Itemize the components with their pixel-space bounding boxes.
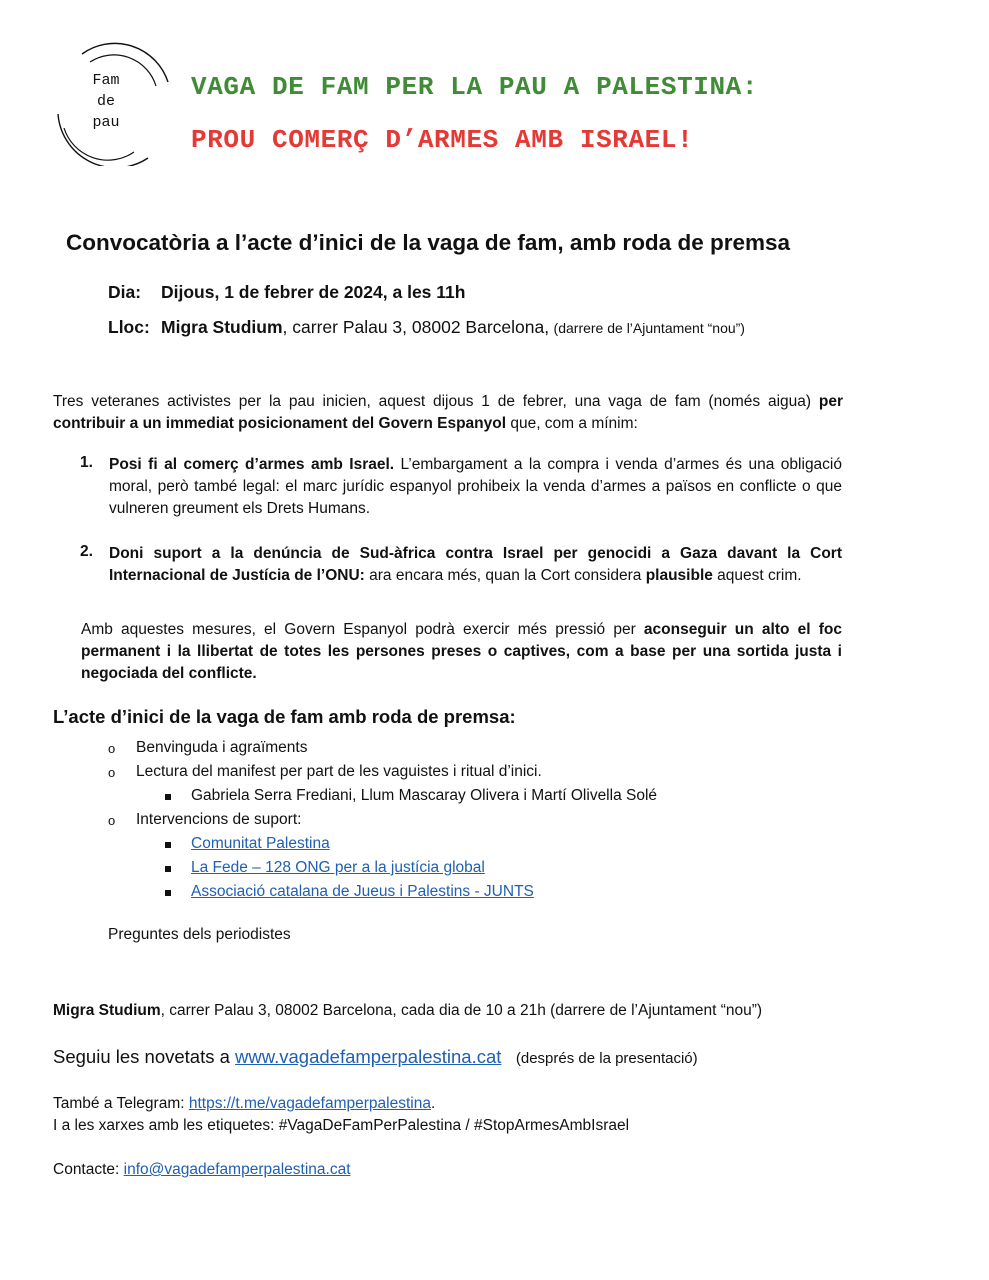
header-line-1: VAGA DE FAM PER LA PAU A PALESTINA: <box>191 72 759 102</box>
place-label: Lloc: <box>108 317 150 337</box>
demand-number: 1. <box>80 454 93 471</box>
intro-bold: per contribuir a un immediat posicionament del Govern Espanyol <box>53 393 843 432</box>
follow-line <box>53 1046 698 1068</box>
circle-bullet-icon: o <box>108 741 116 756</box>
contact-email-link[interactable]: info@vagadefamperpalestina.cat <box>123 1161 351 1178</box>
demand-text: ara encara més, quan la Cort considera <box>364 567 646 584</box>
page-title: Convocatòria a l’acte d’inici de la vaga de fam, amb roda de premsa <box>66 230 790 255</box>
program-item: Intervencions de suport: <box>136 811 302 828</box>
square-bullet-icon <box>165 866 171 872</box>
program-item: Benvinguda i agraïments <box>136 739 308 756</box>
logo <box>52 40 174 166</box>
measures-paragraph <box>81 619 842 685</box>
measures-text: Amb aquestes mesures, el Govern Espanyol podrà exercir més pressió per <box>81 621 644 638</box>
header-line-2: PROU COMERÇ D’ARMES AMB ISRAEL! <box>191 125 694 155</box>
logo-text-pau: pau <box>92 114 120 131</box>
contact-line <box>53 1161 351 1179</box>
venue-name: Migra Studium <box>53 1002 161 1019</box>
speakers-item: Gabriela Serra Frediani, Llum Mascaray Olivera i Martí Olivella Solé <box>191 787 658 804</box>
measures-bold: aconseguir un alto el foc permanent i la llibertat de totes les persones preses o captives, com a base per una sortida justa i negociada del conflicte. <box>81 621 842 682</box>
place-name: Migra Studium <box>161 317 283 337</box>
intro-text-1: Tres veteranes activistes per la pau inicien, aquest dijous 1 de febrer, una vaga de fam (només aigua) <box>53 393 819 410</box>
questions-item: Preguntes dels periodistes <box>108 926 291 943</box>
intro-text-2: que, com a mínim: <box>506 415 638 432</box>
detail-day <box>108 282 466 303</box>
program-item: Lectura del manifest per part de les vaguistes i ritual d’inici. <box>136 763 542 780</box>
contact-text: Contacte: <box>53 1161 124 1178</box>
venue-line <box>53 1002 762 1020</box>
logo-text-fam: Fam <box>92 72 120 89</box>
day-label: Dia: <box>108 282 142 302</box>
demand-text: L’embargament a la compra i venda d’armes és una obligació moral, però també legal: el marc jurídic espanyol prohibeix la venda d’armes a països en conflicte o que vulneren greument els Drets Humans. <box>109 456 842 517</box>
demand-text-2: aquest crim. <box>712 567 802 584</box>
link-junts[interactable]: Associació catalana de Jueus i Palestins - JUNTS <box>191 883 534 900</box>
link-comunitat-palestina[interactable]: Comunitat Palestina <box>191 835 330 852</box>
follow-note: (després de la presentació) <box>515 1050 698 1067</box>
intro-paragraph <box>53 391 843 435</box>
circle-bullet-icon: o <box>108 765 116 780</box>
demand-number: 2. <box>80 543 93 560</box>
place-address: , carrer Palau 3, 08002 Barcelona, <box>282 317 550 337</box>
demand-item-2 <box>80 543 842 587</box>
telegram-text: També a Telegram: <box>53 1095 189 1112</box>
telegram-link[interactable]: https://t.me/vagadefamperpalestina <box>188 1095 431 1112</box>
follow-text: Seguiu les novetats a <box>53 1046 236 1067</box>
program-heading: L’acte d’inici de la vaga de fam amb roda de premsa: <box>53 706 516 727</box>
demand-bold: Posi fi al comerç d’armes amb Israel. <box>109 456 395 473</box>
logo-text-de: de <box>96 93 115 110</box>
telegram-line <box>53 1095 435 1113</box>
website-link[interactable]: www.vagadefamperpalestina.cat <box>235 1046 502 1067</box>
square-bullet-icon <box>165 890 171 896</box>
detail-place <box>108 317 745 338</box>
day-value: Dijous, 1 de febrer de 2024, a les 11h <box>161 282 466 302</box>
demand-bold: Doni suport a la denúncia de Sud-àfrica contra Israel per genocidi a Gaza davant la Cort Internacional de Justícia de l’ONU: <box>109 545 842 584</box>
circle-bullet-icon: o <box>108 813 116 828</box>
link-la-fede[interactable]: La Fede – 128 ONG per a la justícia global <box>191 859 485 876</box>
hashtags-line: I a les xarxes amb les etiquetes: #VagaDeFamPerPalestina / #StopArmesAmbIsrael <box>53 1117 630 1134</box>
demand-bold-2: plausible <box>645 567 713 584</box>
venue-text: , carrer Palau 3, 08002 Barcelona, cada dia de 10 a 21h (darrere de l’Ajuntament “nou”) <box>160 1002 763 1019</box>
square-bullet-icon <box>165 794 171 800</box>
place-note: (darrere de l’Ajuntament “nou”) <box>553 320 745 336</box>
telegram-end: . <box>430 1095 436 1112</box>
square-bullet-icon <box>165 842 171 848</box>
demand-item-1 <box>80 454 842 520</box>
